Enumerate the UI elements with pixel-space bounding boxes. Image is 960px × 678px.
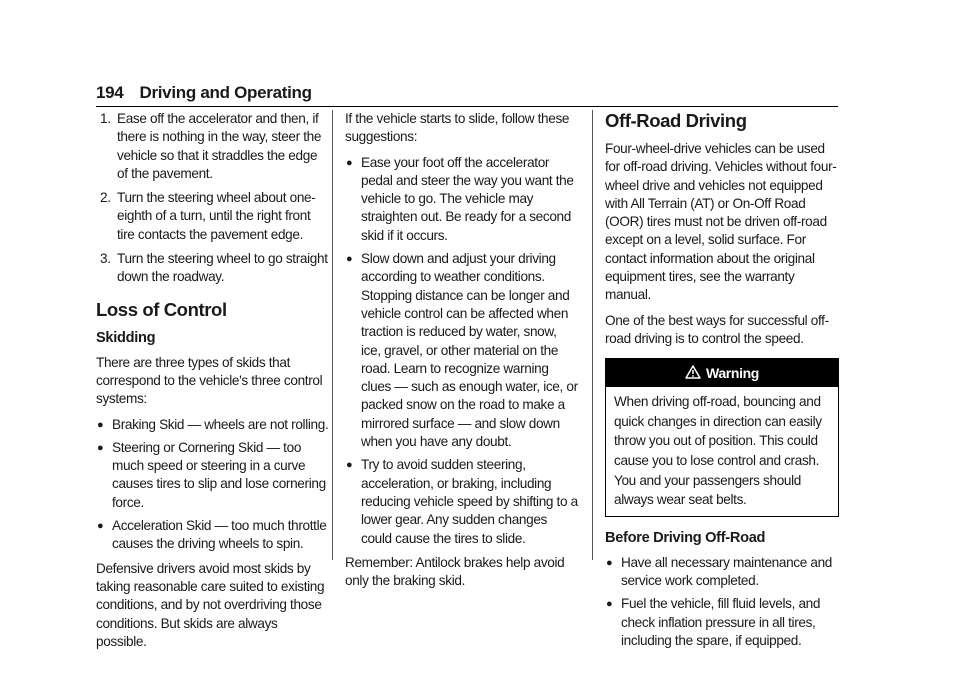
slide-suggestions-list bbox=[345, 154, 578, 548]
preparation-list bbox=[605, 554, 839, 650]
warning-triangle-icon bbox=[685, 360, 701, 388]
list-item bbox=[96, 517, 330, 554]
skid-type-list bbox=[96, 416, 330, 554]
skid-intro-paragraph: There are three types of skids that correspond to the vehicle's three control systems: bbox=[96, 354, 323, 407]
step-text: Turn the steering wheel to go straight down the roadway. bbox=[117, 251, 328, 285]
step-item bbox=[96, 110, 330, 183]
step-number: 1. bbox=[100, 111, 111, 126]
bullet-icon: ● bbox=[97, 441, 104, 454]
bullet-icon: ● bbox=[97, 418, 104, 431]
defensive-drivers-paragraph: Defensive drivers avoid most skids by taking reasonable care suited to existing conditions, and by not overdriving those conditions. But skids are always possible. bbox=[96, 560, 325, 649]
column-middle bbox=[345, 110, 578, 597]
warning-header bbox=[606, 359, 838, 387]
heading-off-road-driving: Off-Road Driving bbox=[605, 110, 747, 131]
warning-box bbox=[605, 358, 839, 517]
list-item bbox=[605, 595, 839, 650]
list-item-text: Acceleration Skid — too much throttle causes the driving wheels to spin. bbox=[112, 518, 327, 552]
column-divider-right bbox=[592, 110, 593, 560]
list-item bbox=[96, 439, 330, 512]
heading-loss-of-control: Loss of Control bbox=[96, 298, 227, 320]
step-item bbox=[96, 189, 330, 244]
step-text: Ease off the accelerator and then, if there is nothing in the way, steer the vehicle so that it straddles the edge of the pavement. bbox=[117, 111, 322, 181]
list-item-text: Ease your foot off the accelerator pedal and steer the way you want the vehicle to go. The vehicle may straighten out. Be ready for a second skid if it occurs. bbox=[361, 154, 574, 243]
step-text: Turn the steering wheel about one-eighth of a turn, until the right front tire contacts the pavement edge. bbox=[117, 190, 316, 242]
slide-intro-paragraph: If the vehicle starts to slide, follow these suggestions: bbox=[345, 111, 570, 145]
bullet-icon: ● bbox=[346, 253, 353, 266]
speed-control-paragraph: One of the best ways for successful off-road driving is to control the speed. bbox=[605, 312, 829, 346]
page-number: 194 bbox=[96, 83, 124, 102]
list-item-text: Braking Skid — wheels are not rolling. bbox=[112, 416, 329, 432]
warning-title: Warning bbox=[705, 365, 760, 382]
list-item-text: Steering or Cornering Skid — too much speed or steering in a curve causes tires to slip and lose cornering force. bbox=[112, 439, 326, 510]
page-header bbox=[96, 82, 838, 107]
bullet-icon: ● bbox=[97, 520, 104, 533]
bullet-icon: ● bbox=[606, 556, 613, 569]
column-left bbox=[96, 110, 330, 658]
list-item bbox=[605, 554, 839, 591]
list-item-text: Slow down and adjust your driving according to weather conditions. Stopping distance can be longer and vehicle control can be affected when traction is reduced by water, snow, ice, gravel, or other material on the road. Learn to recognize warning clues — such as enough water, ice, or packed snow on the road to make a mirrored surface — and slow down when you have any doubt. bbox=[361, 251, 578, 450]
list-item-text: Try to avoid sudden steering, acceleration, or braking, including reducing vehicle speed by shifting to a lower gear. Any sudden changes could cause the tires to slide. bbox=[361, 457, 578, 546]
antilock-paragraph: Remember: Antilock brakes help avoid only the braking skid. bbox=[345, 554, 565, 589]
list-item bbox=[345, 250, 578, 451]
off-road-paragraph: Four-wheel-drive vehicles can be used for off-road driving. Vehicles without four-wheel drive and vehicles not equipped with All Terrain (AT) or On-Off Road (OOR) tires must not be driven off-road except on a level, solid surface. For contact information about the original equipment tires, see the warranty manual. bbox=[605, 141, 837, 303]
step-list bbox=[96, 110, 330, 287]
bullet-icon: ● bbox=[346, 459, 353, 472]
column-right bbox=[605, 110, 839, 656]
bullet-icon: ● bbox=[346, 156, 353, 169]
step-number: 2. bbox=[100, 190, 111, 206]
section-title: Driving and Operating bbox=[139, 83, 312, 102]
list-item-text: Have all necessary maintenance and service work completed. bbox=[621, 554, 833, 589]
subheading-before-driving: Before Driving Off-Road bbox=[605, 529, 766, 546]
list-item-text: Fuel the vehicle, fill fluid levels, and check inflation pressure in all tires, including the spare, if equipped. bbox=[621, 596, 821, 649]
list-item bbox=[345, 154, 578, 245]
list-item bbox=[96, 416, 330, 434]
warning-text: When driving off-road, bouncing and quick changes in direction can easily throw you out of position. This could cause you to lose control and crash. You and your passengers should always wear seat belts. bbox=[614, 394, 822, 508]
step-item bbox=[96, 250, 330, 287]
list-item bbox=[345, 456, 578, 547]
step-number: 3. bbox=[100, 251, 111, 267]
column-divider-left bbox=[332, 110, 333, 560]
subheading-skidding: Skidding bbox=[96, 329, 156, 346]
bullet-icon: ● bbox=[606, 598, 613, 611]
